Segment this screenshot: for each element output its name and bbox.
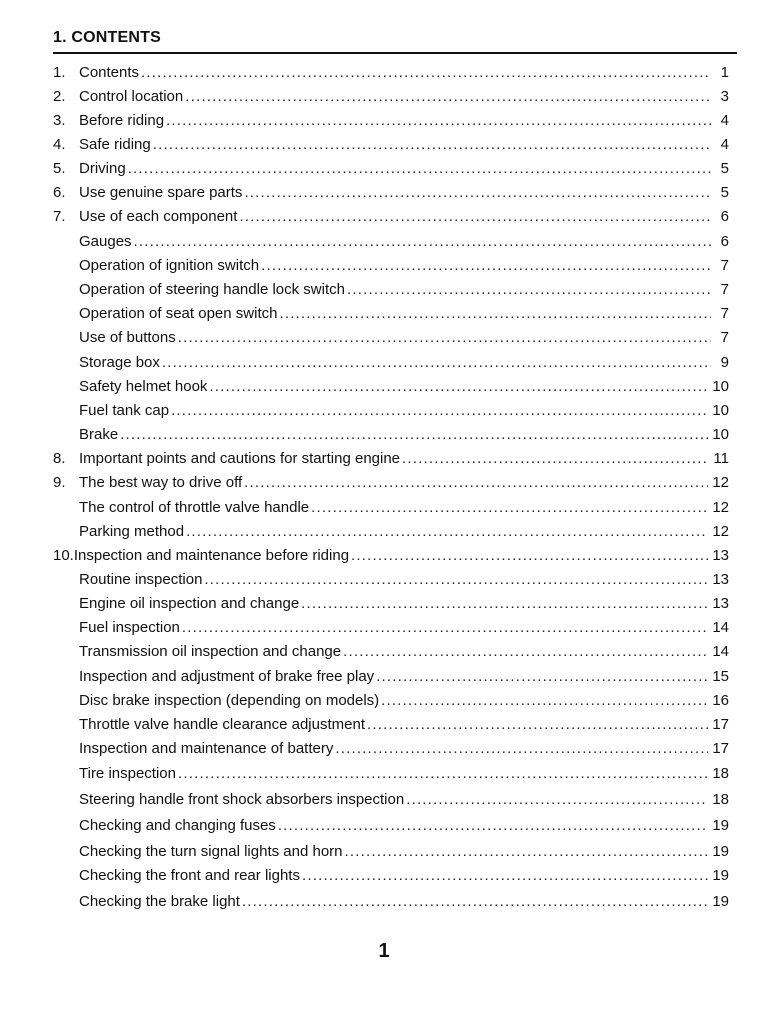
page-number: 1 (378, 940, 390, 962)
toc-entry-page: 19 (712, 817, 729, 834)
toc-entry-page: 6 (720, 208, 729, 225)
toc-entry-page: 12 (712, 499, 729, 516)
toc-entry-page: 19 (712, 843, 729, 860)
toc-entry-page: 10 (712, 402, 729, 419)
toc-entry-label: Inspection and maintenance before riding (73, 547, 350, 564)
toc-entry[interactable] (53, 891, 729, 913)
toc-dot-leader (244, 182, 711, 204)
header-divider (53, 52, 737, 54)
toc-entry-label: Transmission oil inspection and change (79, 643, 342, 660)
toc-entry-page: 12 (712, 474, 729, 491)
toc-entry-page: 19 (712, 893, 729, 910)
toc-entry-number: 9. (53, 474, 66, 491)
toc-entry[interactable] (53, 279, 729, 301)
toc-entry-page: 17 (712, 740, 729, 757)
toc-entry[interactable] (53, 789, 729, 811)
toc-entry-label: Routine inspection (79, 571, 203, 588)
toc-entry[interactable] (53, 865, 729, 887)
toc-entry[interactable] (53, 815, 729, 837)
toc-dot-leader (335, 738, 708, 760)
toc-entry-label: Throttle valve handle clearance adjustment (79, 716, 365, 733)
toc-dot-leader (301, 593, 708, 615)
toc-entry-page: 14 (712, 619, 729, 636)
page-header (53, 28, 737, 48)
toc-entry[interactable] (53, 593, 729, 615)
toc-entry-page: 4 (720, 112, 729, 129)
toc-dot-leader (279, 303, 711, 325)
toc-entry-number: 1. (53, 64, 66, 81)
toc-entry-page: 17 (712, 716, 729, 733)
toc-entry[interactable] (53, 617, 729, 639)
toc-dot-leader (242, 891, 708, 913)
toc-dot-leader (376, 666, 708, 688)
toc-dot-leader (120, 424, 708, 446)
toc-entry-number: 3. (53, 112, 66, 129)
toc-entry-page: 19 (712, 867, 729, 884)
toc-entry[interactable] (53, 206, 729, 228)
toc-entry-page: 4 (720, 136, 729, 153)
toc-dot-leader (178, 763, 708, 785)
toc-dot-leader (343, 641, 708, 663)
toc-entry[interactable] (53, 352, 729, 374)
toc-entry[interactable] (53, 841, 729, 863)
toc-dot-leader (351, 545, 708, 567)
toc-entry-page: 15 (712, 668, 729, 685)
toc-entry-page: 18 (712, 765, 729, 782)
toc-dot-leader (239, 206, 711, 228)
toc-entry-page: 5 (720, 184, 729, 201)
toc-entry-label: Checking the turn signal lights and horn (79, 843, 343, 860)
toc-entry-label: Fuel tank cap (79, 402, 170, 419)
toc-entry-label: Use of each component (79, 208, 238, 225)
toc-entry-page: 18 (712, 791, 729, 808)
toc-dot-leader (278, 815, 709, 837)
toc-entry[interactable] (53, 690, 729, 712)
toc-entry[interactable] (53, 255, 729, 277)
toc-dot-leader (166, 110, 711, 132)
toc-entry-page: 7 (720, 305, 729, 322)
toc-dot-leader (141, 62, 711, 84)
toc-dot-leader (186, 521, 708, 543)
toc-entry[interactable] (53, 110, 729, 132)
toc-entry[interactable] (53, 545, 729, 567)
toc-entry-label: Operation of steering handle lock switch (79, 281, 345, 298)
toc-entry-number: 10. (53, 547, 74, 564)
toc-entry-label: Operation of ignition switch (79, 257, 260, 274)
toc-dot-leader (153, 134, 711, 156)
toc-entry-page: 1 (720, 64, 729, 81)
toc-entry-label: Checking and changing fuses (79, 817, 276, 834)
toc-dot-leader (171, 400, 708, 422)
toc-entry-label: Before riding (79, 112, 165, 129)
toc-entry-number: 8. (53, 450, 66, 467)
toc-dot-leader (406, 789, 708, 811)
toc-entry-label: Safety helmet hook (79, 378, 208, 395)
toc-entry[interactable] (53, 327, 729, 349)
toc-entry[interactable] (53, 714, 729, 736)
toc-entry-label: Brake (79, 426, 119, 443)
toc-entry[interactable] (53, 303, 729, 325)
toc-entry-number: 7. (53, 208, 66, 225)
toc-entry-label: Operation of seat open switch (79, 305, 278, 322)
toc-entry-page: 10 (712, 426, 729, 443)
toc-entry-label: Checking the brake light (79, 893, 240, 910)
toc-entry-label: Steering handle front shock absorbers inspection (79, 791, 405, 808)
toc-entry[interactable] (53, 738, 729, 760)
toc-entry-page: 7 (720, 281, 729, 298)
toc-entry-label: Inspection and adjustment of brake free play (79, 668, 375, 685)
toc-dot-leader (204, 569, 708, 591)
toc-dot-leader (162, 352, 711, 374)
toc-entry[interactable] (53, 134, 729, 156)
toc-entry-label: Checking the front and rear lights (79, 867, 300, 884)
toc-entry-label: Use of buttons (79, 329, 176, 346)
toc-entry-page: 13 (712, 571, 729, 588)
toc-entry-page: 14 (712, 643, 729, 660)
toc-dot-leader (178, 327, 711, 349)
toc-entry-page: 12 (712, 523, 729, 540)
toc-entry-label: Parking method (79, 523, 185, 540)
toc-entry-page: 7 (720, 257, 729, 274)
toc-entry-page: 11 (713, 450, 729, 467)
toc-dot-leader (244, 472, 708, 494)
toc-entry[interactable] (53, 763, 729, 785)
toc-entry-label: The control of throttle valve handle (79, 499, 310, 516)
toc-entry-number: 6. (53, 184, 66, 201)
toc-entry[interactable] (53, 521, 729, 543)
toc-entry[interactable] (53, 448, 729, 470)
toc-entry-label: Use genuine spare parts (79, 184, 243, 201)
toc-entry-page: 7 (720, 329, 729, 346)
toc-dot-leader (345, 841, 709, 863)
toc-entry-page: 3 (720, 88, 729, 105)
toc-entry[interactable] (53, 569, 729, 591)
toc-entry-page: 16 (712, 692, 729, 709)
toc-entry[interactable] (53, 182, 729, 204)
toc-dot-leader (134, 231, 711, 253)
toc-dot-leader (128, 158, 711, 180)
toc-entry-label: Fuel inspection (79, 619, 180, 636)
toc-dot-leader (381, 690, 708, 712)
toc-entry-label: Engine oil inspection and change (79, 595, 300, 612)
toc-entry[interactable] (53, 400, 729, 422)
toc-dot-leader (302, 865, 708, 887)
toc-entry[interactable] (53, 472, 729, 494)
toc-dot-leader (402, 448, 709, 470)
toc-entry[interactable] (53, 666, 729, 688)
toc-entry[interactable] (53, 641, 729, 663)
toc-entry[interactable] (53, 376, 729, 398)
toc-dot-leader (185, 86, 711, 108)
page-title: 1. CONTENTS (53, 29, 161, 46)
toc-entry-label: Control location (79, 88, 184, 105)
toc-entry-label: Contents (79, 64, 140, 81)
toc-entry[interactable] (53, 497, 729, 519)
toc-entry[interactable] (53, 158, 729, 180)
toc-entry-label: Tire inspection (79, 765, 176, 782)
toc-entry[interactable] (53, 62, 729, 84)
toc-entry-page: 10 (712, 378, 729, 395)
toc-dot-leader (311, 497, 708, 519)
toc-entry-page: 5 (720, 160, 729, 177)
toc-entry-label: Storage box (79, 354, 160, 371)
toc-dot-leader (367, 714, 708, 736)
toc-entry-label: Inspection and maintenance of battery (79, 740, 334, 757)
toc-entry[interactable] (53, 86, 729, 108)
toc-entry-label: Disc brake inspection (depending on models) (79, 692, 380, 709)
toc-dot-leader (261, 255, 711, 277)
toc-dot-leader (209, 376, 708, 398)
toc-entry-page: 13 (712, 595, 729, 612)
toc-entry[interactable] (53, 424, 729, 446)
toc-entry-number: 4. (53, 136, 66, 153)
toc-entry-page: 9 (720, 354, 729, 371)
toc-entry-label: The best way to drive off (79, 474, 243, 491)
toc-entry-number: 2. (53, 88, 66, 105)
toc-entry-label: Safe riding (79, 136, 151, 153)
toc-dot-leader (182, 617, 708, 639)
toc-entry-page: 13 (712, 547, 729, 564)
toc-entry-label: Gauges (79, 233, 132, 250)
toc-entry[interactable] (53, 231, 729, 253)
toc-dot-leader (347, 279, 711, 301)
toc-entry-label: Important points and cautions for starting engine (79, 450, 401, 467)
toc-entry-page: 6 (720, 233, 729, 250)
toc-entry-number: 5. (53, 160, 66, 177)
toc-entry-label: Driving (79, 160, 126, 177)
